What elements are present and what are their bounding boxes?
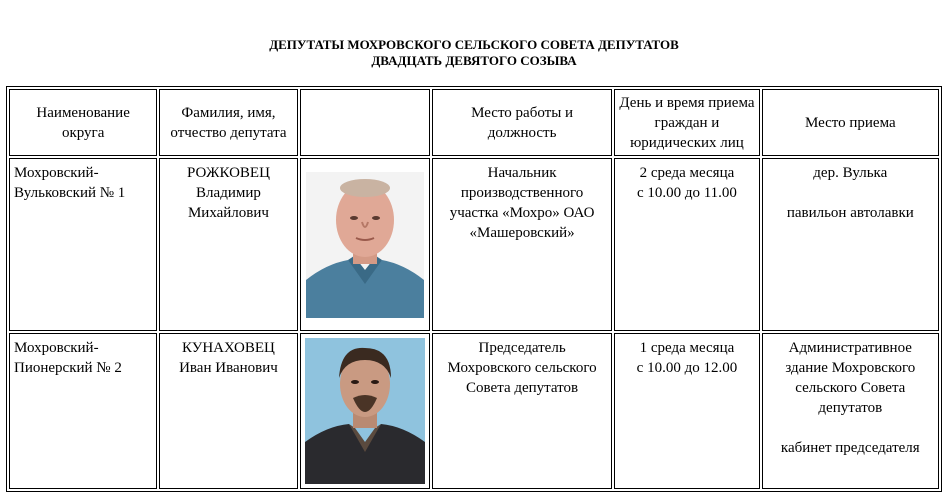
reception-place-line-2: павильон автолавки: [786, 205, 914, 221]
document-title: [0, 37, 948, 69]
deputy-name-cell: [159, 158, 297, 331]
header-name: Фамилия, имя, отчество депутата: [159, 89, 297, 156]
reception-place-line-1: дер. Вулька: [813, 165, 888, 181]
reception-day: 1 среда месяца: [639, 340, 735, 356]
deputy-name-cell: [159, 333, 297, 489]
header-work: Место работы и должность: [432, 89, 612, 156]
reception-day: 2 среда месяца: [639, 165, 735, 181]
reception-hours: с 10.00 до 11.00: [636, 185, 737, 201]
reception-place-cell: [762, 333, 939, 489]
deputy-photo-cell: [300, 333, 430, 489]
deputy-given-names: Иван Иванович: [179, 360, 278, 376]
district-cell: Мохровский-Вульковский № 1: [9, 158, 157, 331]
deputy-photo-cell: [300, 158, 430, 331]
header-time: День и время приема граждан и юридических лиц: [614, 89, 759, 156]
reception-time-cell: [614, 158, 759, 331]
work-cell: Председатель Мохровского сельского Совета депутатов: [432, 333, 612, 489]
header-district: Наименование округа: [9, 89, 157, 156]
header-photo: [300, 89, 430, 156]
deputy-surname: РОЖКОВЕЦ: [187, 165, 270, 181]
table-row: [9, 158, 939, 331]
work-cell: Начальник производственного участка «Мохро» ОАО «Машеровский»: [432, 158, 612, 331]
reception-place-line-1: Административное здание Мохровского сельского Совета депутатов: [785, 340, 916, 416]
deputy-given-names: Владимир Михайлович: [187, 185, 269, 221]
photo-hair: [340, 179, 390, 197]
table-header-row: [9, 89, 939, 156]
table-row: [9, 333, 939, 489]
deputy-photo: [306, 172, 424, 318]
deputy-photo: [305, 338, 425, 484]
district-cell: Мохровский-Пионерский № 2: [9, 333, 157, 489]
deputies-table: [6, 86, 942, 492]
header-place: Место приема: [762, 89, 939, 156]
reception-hours: с 10.00 до 12.00: [636, 360, 738, 376]
reception-time-cell: [614, 333, 759, 489]
title-line-2: ДВАДЦАТЬ ДЕВЯТОГО СОЗЫВА: [371, 53, 577, 68]
title-line-1: ДЕПУТАТЫ МОХРОВСКОГО СЕЛЬСКОГО СОВЕТА ДЕПУТАТОВ: [269, 37, 679, 52]
reception-place-cell: [762, 158, 939, 331]
deputy-surname: КУНАХОВЕЦ: [182, 340, 275, 356]
reception-place-line-2: кабинет председателя: [780, 440, 920, 456]
